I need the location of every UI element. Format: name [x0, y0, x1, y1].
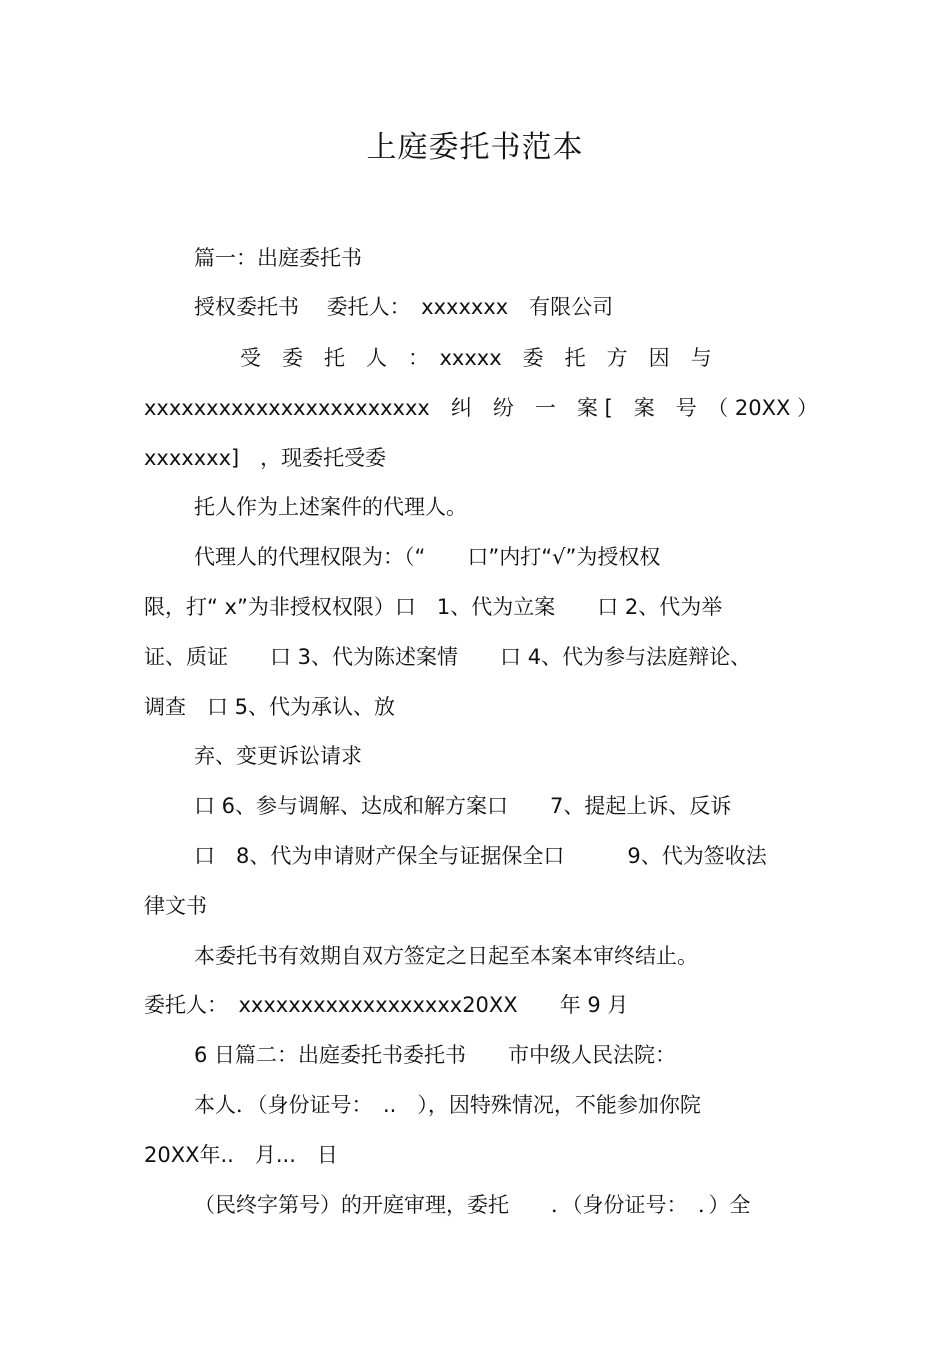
- paragraph-line: 证、质证 口 3、代为陈述案情 口 4、代为参与法庭辩论、: [144, 645, 752, 669]
- paragraph-line: 委托人： xxxxxxxxxxxxxxxxxx20XX 年 9 月: [144, 993, 629, 1017]
- paragraph-line: xxxxxxxxxxxxxxxxxxxxxxx 纠 纷 一 案 [ 案 号 （ 20XX ）: [144, 396, 819, 420]
- paragraph-line: （民终字第号）的开庭审理，委托 ．（身份证号： ．）全: [194, 1193, 751, 1217]
- paragraph-line: 20XX年.. 月... 日: [144, 1143, 338, 1167]
- paragraph-line: 授权委托书 委托人： xxxxxxx 有限公司: [194, 295, 614, 319]
- paragraph-line: 律文书: [144, 894, 207, 918]
- paragraph-line: 本人．（身份证号： .. ），因特殊情况，不能参加你院: [194, 1093, 701, 1117]
- paragraph-line: 代理人的代理权限为：（“ 口”内打“√”为授权权: [194, 545, 661, 569]
- paragraph-line: 口 8、代为申请财产保全与证据保全口 9、代为签收法: [194, 844, 767, 868]
- paragraph-line: 篇一：出庭委托书: [194, 246, 362, 270]
- paragraph-line: 调查 口 5、代为承认、放: [144, 695, 396, 719]
- paragraph-line: xxxxxxx] ，现委托受委: [144, 446, 387, 470]
- paragraph-line: 弃、变更诉讼请求: [194, 744, 362, 768]
- paragraph-line: 托人作为上述案件的代理人。: [194, 495, 467, 519]
- paragraph-line: 6 日篇二：出庭委托书委托书 市中级人民法院：: [194, 1043, 677, 1067]
- paragraph-line: 口 6、参与调解、达成和解方案口 7、提起上诉、反诉: [194, 794, 732, 818]
- paragraph-line: 本委托书有效期自双方签定之日起至本案本审终结止。: [194, 944, 698, 968]
- paragraph-line: 限，打“ x”为非授权权限）口 1、代为立案 口 2、代为举: [144, 595, 723, 619]
- paragraph-line: 受 委 托 人 ： xxxxx 委 托 方 因 与: [240, 346, 712, 370]
- document-title: 上庭委托书范本: [366, 130, 584, 165]
